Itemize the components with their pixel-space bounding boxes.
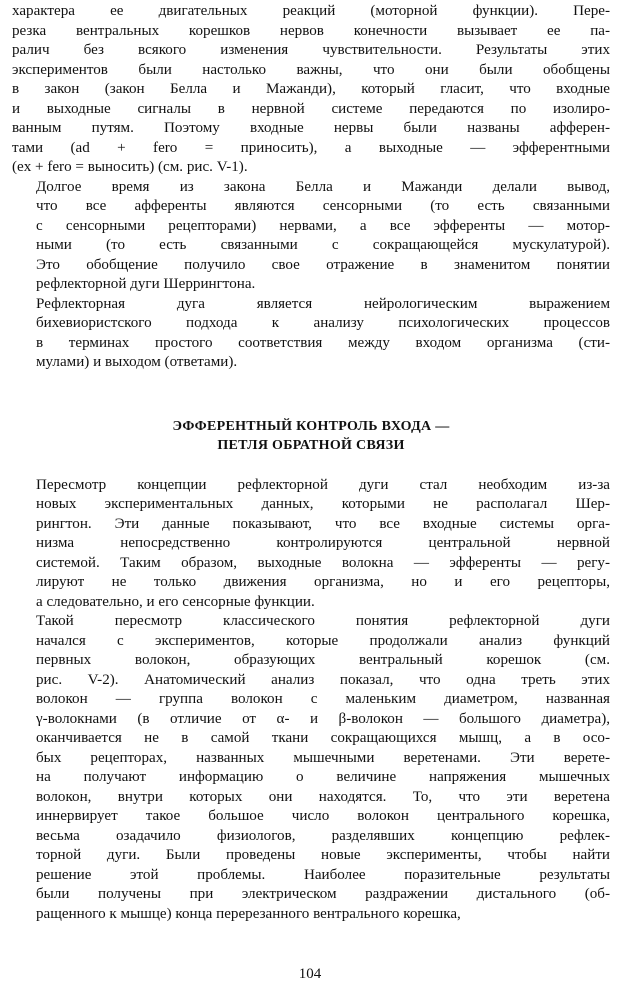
page-number: 104 (298, 966, 322, 982)
text-line: Рефлекторная дуга является нейрологическим выражением (36, 295, 610, 312)
text-line: бых рецепторах, названных мышечными веретенами. Эти верете- (36, 749, 610, 766)
text-line: (ex + fero = выносить) (см. рис. V-1). (12, 159, 248, 175)
text-line: Это обобщение получило свое отражение в знаменитом понятии (36, 256, 610, 273)
text-line: Долгое время из закона Белла и Мажанди делали вывод, (36, 178, 610, 195)
text-line: что все афференты являются сенсорными (то есть связанными (36, 198, 610, 214)
text-line: были получены при электрическом раздражении дистального (об- (36, 886, 610, 902)
text-line: ными (то есть связанными с сокращающейся мускулатурой). (36, 237, 610, 253)
text-line: оканчивается не в самой ткани сокращающихся мышц, а в осо- (36, 730, 610, 746)
text-line: в терминах простого соответствия между входом организма (сти- (36, 334, 610, 351)
text-line: весьма озадачило физиологов, разделявших концепцию рефлек- (36, 827, 610, 844)
text-line: γ-волокнами (в отличие от α- и β-волокон — большого диаметра), (36, 710, 610, 727)
text-line: рис. V-2). Анатомический анализ показал, что одна треть этих (36, 671, 610, 688)
text-line: с сенсорными рецепторами) нервами, а все эфференты — мотор- (36, 217, 610, 234)
section-heading (12, 417, 610, 456)
paragraph (12, 612, 610, 924)
text-line: рефлекторной дуги Шеррингтона. (36, 276, 256, 292)
paragraph (12, 2, 610, 178)
text-line: бихевиористского подхода к анализу психологических процессов (36, 315, 610, 331)
text-line: торной дуги. Были проведены новые эксперименты, чтобы найти (36, 847, 610, 863)
text-line: тами (ad + fero = приносить), а выходные — эфферентными (12, 139, 610, 156)
text-line: иннервирует такое большое число волокон центрального корешка, (36, 808, 610, 824)
text-line: волокон — группа волокон с маленьким диаметром, названная (36, 691, 610, 707)
paragraph (12, 178, 610, 295)
text-line: экспериментов были настолько важны, что они были обобщены (12, 61, 610, 78)
section-heading-line-1: ЭФФЕРЕНТНЫЙ КОНТРОЛЬ ВХОДА — (172, 418, 450, 434)
text-block-top (12, 2, 610, 373)
text-line: на получают информацию о величине напряжения мышечных (36, 769, 610, 785)
paragraph (12, 295, 610, 373)
text-line: ванным путям. Поэтому входные нервы были названы афферен- (12, 120, 610, 136)
text-line: начался с экспериментов, которые продолжали анализ функций (36, 632, 610, 649)
text-line: мулами) и выходом (ответами). (36, 354, 238, 370)
heading-spacer (12, 456, 610, 476)
text-line: ралич без всякого изменения чувствительности. Результаты этих (12, 42, 610, 58)
text-line: резка вентральных корешков нервов конечности вызывает ее па- (12, 22, 610, 39)
text-block-bottom (12, 476, 610, 925)
text-line: ращенного к мышце) конца перерезанного вентрального корешка, (36, 905, 461, 922)
text-line: первных волокон, образующих вентральный корешок (см. (36, 652, 610, 668)
text-line: Пересмотр концепции рефлекторной дуги стал необходим из-за (36, 476, 610, 493)
text-line: новых экспериментальных данных, которыми не располагал Шер- (36, 496, 610, 512)
paragraph (12, 476, 610, 613)
text-line: и выходные сигналы в нервной системе передаются по изолиро- (12, 100, 610, 117)
text-line: а следовательно, и его сенсорные функции. (36, 593, 315, 610)
text-line: Такой пересмотр классического понятия рефлекторной дуги (36, 613, 610, 629)
text-line: лируют не только движения организма, но и его рецепторы, (36, 574, 610, 590)
text-line: системой. Таким образом, выходные волокна — эфференты — регу- (36, 554, 610, 571)
text-line: рингтон. Эти данные показывают, что все входные системы орга- (36, 515, 610, 532)
text-line: характера ее двигательных реакций (моторной функции). Пере- (12, 3, 610, 19)
text-line: волокон, внутри которых они находятся. То, что эти веретена (36, 788, 610, 805)
section-heading-line-2: ПЕТЛЯ ОБРАТНОЙ СВЯЗИ (217, 438, 405, 453)
section-spacer (12, 373, 610, 417)
text-line: решение этой проблемы. Наиболее поразительные результаты (36, 866, 610, 883)
text-line: низма непосредственно контролируются центральной нервной (36, 535, 610, 551)
text-line: в закон (закон Белла и Мажанди), который гласит, что входные (12, 81, 610, 97)
